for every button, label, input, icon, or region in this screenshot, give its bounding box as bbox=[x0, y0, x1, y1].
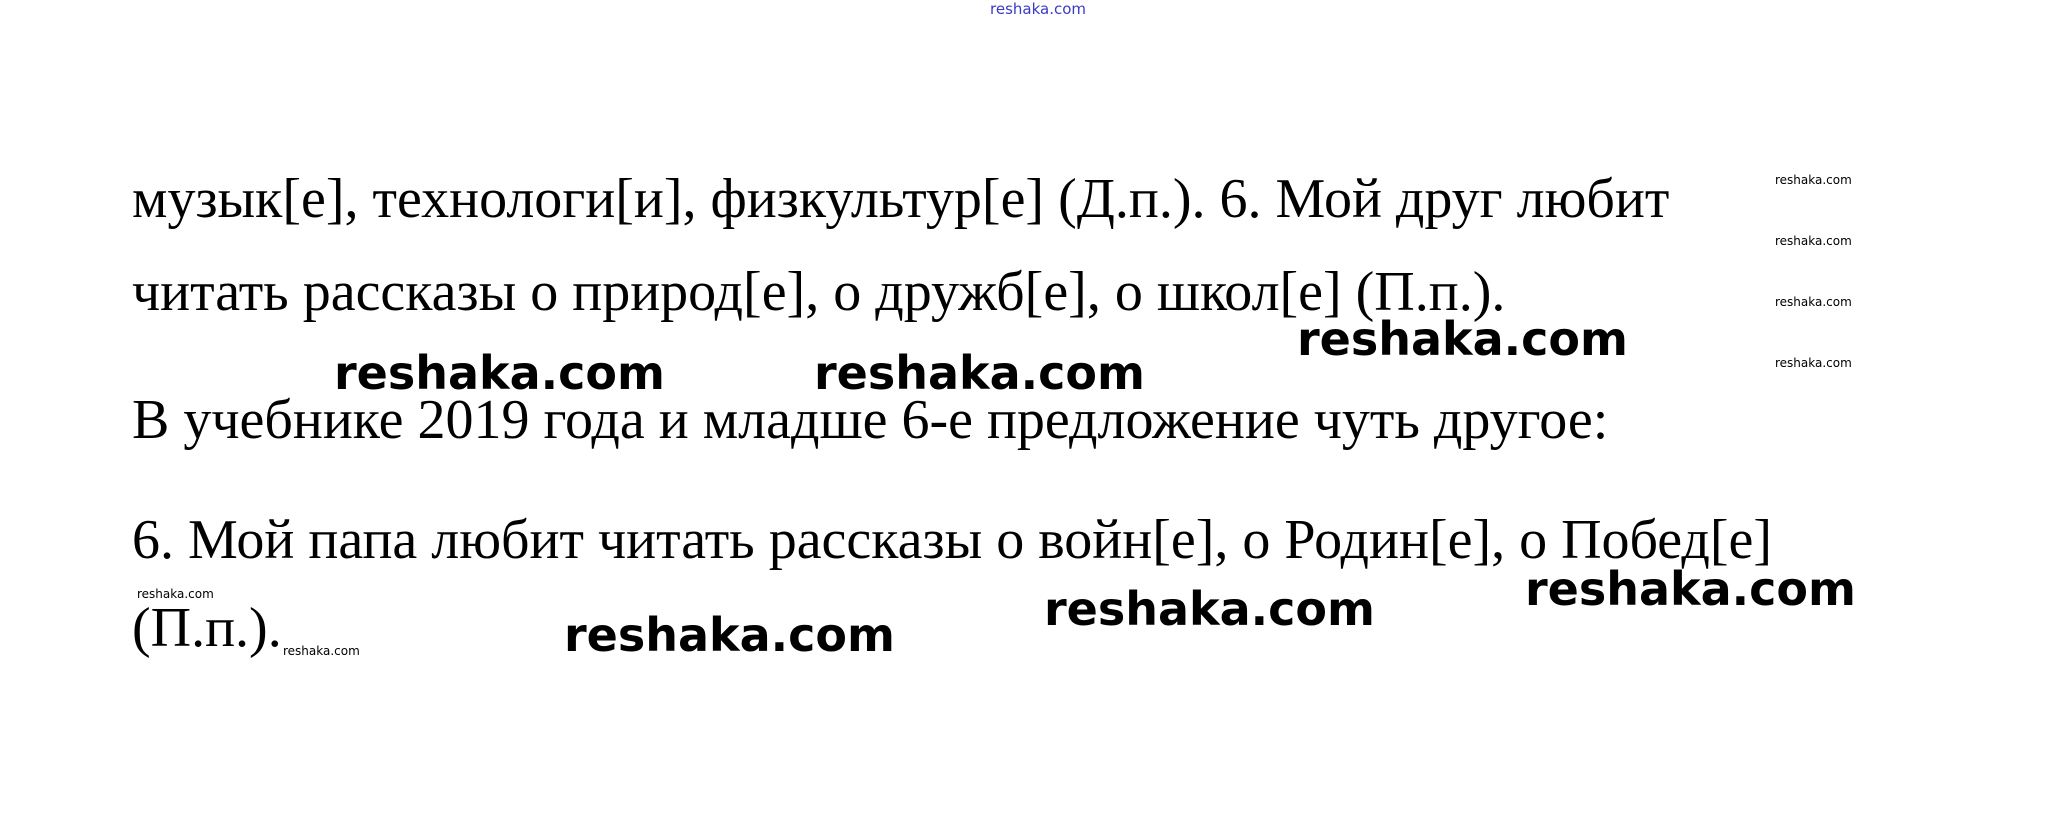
watermark-large: reshaka.com bbox=[1297, 312, 1628, 366]
watermark-small: reshaka.com bbox=[1775, 173, 1852, 187]
watermark-small: reshaka.com bbox=[1775, 295, 1852, 309]
watermark-large: reshaka.com bbox=[1525, 562, 1856, 616]
watermark-large: reshaka.com bbox=[814, 346, 1145, 400]
text-line-1: музык[е], технологи[и], физкультур[е] (Д.п.). 6. Мой друг любит bbox=[132, 168, 1670, 230]
watermark-large: reshaka.com bbox=[564, 608, 895, 662]
header-watermark: reshaka.com bbox=[990, 0, 1086, 18]
watermark-small: reshaka.com bbox=[137, 587, 214, 601]
text-line-3: В учебнике 2019 года и младше 6-е предложение чуть другое: bbox=[132, 389, 1609, 451]
text-line-4: 6. Мой папа любит читать рассказы о войн[е], о Родин[е], о Побед[е] bbox=[132, 509, 1773, 571]
text-line-5: (П.п.). bbox=[132, 597, 282, 659]
watermark-small: reshaka.com bbox=[1775, 356, 1852, 370]
watermark-large: reshaka.com bbox=[334, 346, 665, 400]
watermark-small: reshaka.com bbox=[1775, 234, 1852, 248]
text-line-2: читать рассказы о природ[е], о дружб[е], о школ[е] (П.п.). bbox=[132, 261, 1506, 323]
watermark-large: reshaka.com bbox=[1044, 582, 1375, 636]
watermark-small: reshaka.com bbox=[283, 644, 360, 658]
